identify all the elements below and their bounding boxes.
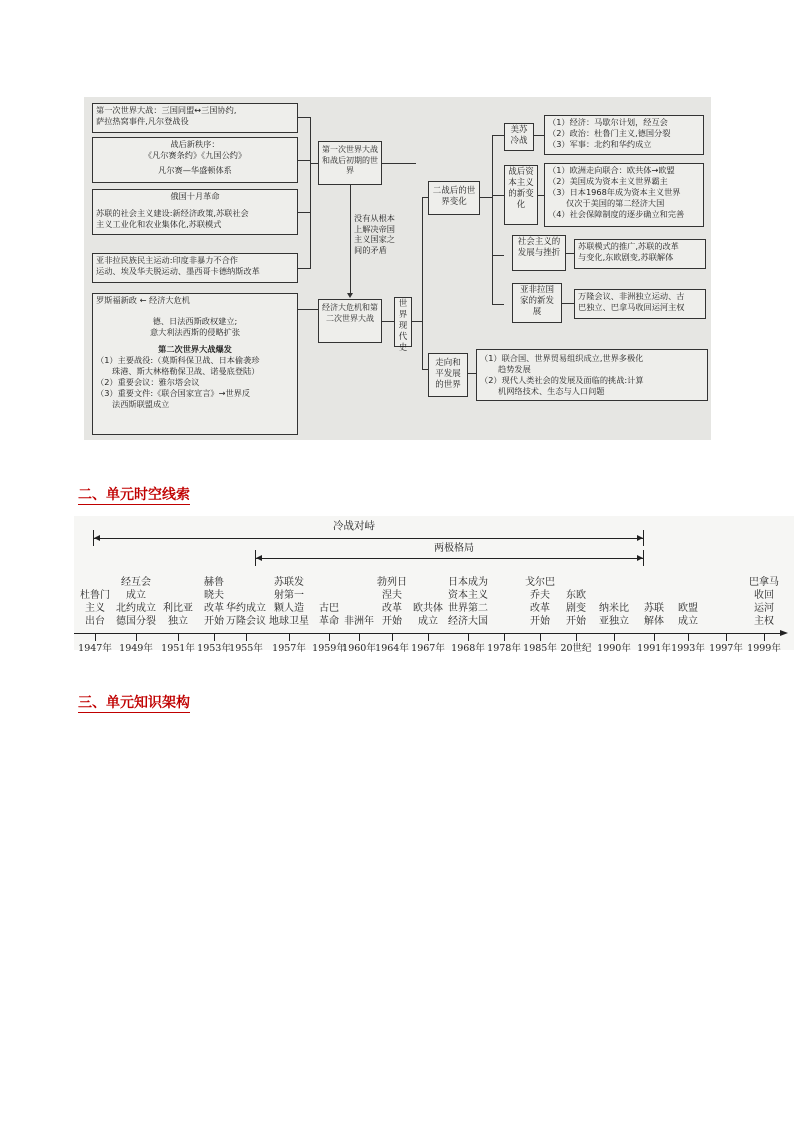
period1-box	[318, 141, 382, 185]
capitalism-box	[504, 165, 538, 225]
peace-details	[476, 349, 708, 401]
peace-box	[428, 353, 468, 397]
cold-war-economy: （1）经济：马歇尔计划，经互会	[548, 117, 668, 127]
cold-war-military: （3）军事：北约和华约成立	[548, 139, 652, 149]
october-revolution: 俄国十月革命	[170, 191, 220, 201]
ww2-battles-a: （1）主要战役:（莫斯科保卫战、日本偷袭珍	[96, 355, 260, 365]
ww2-document-b: 法西斯联盟成立	[112, 399, 170, 409]
postwar-world-text: 二战后的世界变化	[432, 186, 476, 207]
timeline-year: 1968年	[451, 643, 485, 654]
timeline-event-label: 苏联发 射第一 颗人造 地球卫星	[269, 577, 309, 627]
asia-text-b: 运动、埃及华夫脱运动、墨西哥卡德纳斯改革	[96, 266, 260, 276]
timeline-event-label: 戈尔巴 乔夫 改革 开始	[525, 577, 555, 627]
timeline-event-label: 欧盟 成立	[678, 603, 698, 627]
ww2-conference: （2）重要会议：雅尔塔会议	[96, 377, 200, 387]
contradiction-text: 没有从根本上解决帝国主义国家之间的矛盾	[354, 213, 395, 255]
asia-africa-movement-box	[92, 253, 298, 283]
socialism-text: 社会主义的发展与挫折	[517, 237, 561, 258]
ww2-outbreak: 第二次世界大战爆发	[158, 344, 232, 354]
timeline-event-label: 勃列日 涅夫 改革 开始	[377, 577, 407, 627]
timeline-year: 1985年	[523, 643, 557, 654]
socialism-a: 苏联模式的推广,苏联的改革	[578, 241, 679, 251]
timeline-year: 1953年	[197, 643, 231, 654]
section-heading-structure: 三、单元知识架构	[78, 695, 190, 711]
capitalism-4: （4）社会保障制度的逐步确立和完善	[548, 209, 685, 219]
timeline-event-label: 杜鲁门 主义 出台	[80, 590, 110, 627]
bipolar-span-label: 两极格局	[434, 543, 474, 554]
timeline-year: 1960年	[342, 643, 376, 654]
asia-text-a: 亚非拉民族民主运动:印度非暴力不合作	[96, 255, 238, 265]
crisis-ww2-box	[92, 293, 298, 435]
world-history-box	[394, 297, 412, 353]
socialism-details	[574, 239, 706, 269]
socialism-box	[512, 235, 566, 271]
capitalism-details	[544, 163, 704, 227]
capitalism-3b: 仅次于美国的第二经济大国	[566, 198, 665, 208]
ww1-text-b: 萨拉热窝事件,凡尔登战役	[96, 116, 189, 126]
timeline-year: 1999年	[747, 643, 781, 654]
cold-war-politics: （2）政治：杜鲁门主义,德国分裂	[548, 128, 671, 138]
cold-war-text: 美苏冷战	[510, 125, 528, 146]
cold-war-span-right-bar	[643, 530, 644, 546]
timeline-year: 1955年	[229, 643, 263, 654]
timeline-year: 1964年	[375, 643, 409, 654]
timeline-year: 1947年	[78, 643, 112, 654]
timeline-event-label: 纳米比 亚独立	[599, 603, 629, 627]
soviet-text-b: 主义工业化和农业集体化,苏联模式	[96, 219, 222, 229]
timeline-event-label: 日本成为 资本主义 世界第二 经济大国	[448, 577, 488, 627]
timeline-event-label: 苏联 解体	[644, 603, 664, 627]
capitalism-3a: （3）日本1968年成为资本主义世界	[548, 187, 681, 197]
timeline-year: 1959年	[312, 643, 346, 654]
cold-war-span-label: 冷战对峙	[333, 520, 375, 532]
timeline-event-label: 巴拿马 收回 运河 主权	[749, 577, 779, 627]
fascism-a: 德、日法西斯政权建立;	[152, 316, 238, 326]
economic-crisis: 经济大危机	[149, 295, 190, 305]
timeline-year: 1967年	[411, 643, 445, 654]
timeline-event-label: 利比亚 独立	[163, 603, 193, 627]
timeline-event-label: 经互会 成立 北约成立 德国分裂	[116, 577, 156, 627]
capitalism-text: 战后资本主义的新变化	[508, 167, 534, 210]
arrow-right-icon	[637, 555, 643, 561]
timeline-year: 1951年	[161, 643, 195, 654]
timeline-year: 1949年	[119, 643, 153, 654]
postwar-title: 战后新秩序：	[170, 139, 220, 149]
timeline-year: 1997年	[709, 643, 743, 654]
asia-africa-a: 万隆会议、非洲独立运动、古	[578, 291, 685, 301]
ww1-box	[92, 103, 298, 133]
ww2-document-a: （3）重要文件:《联合国家宣言》→世界反	[96, 388, 251, 398]
arrow-left-icon	[256, 555, 262, 561]
timeline	[74, 516, 794, 654]
timeline-year: 1993年	[671, 643, 705, 654]
timeline-year: 1978年	[487, 643, 521, 654]
timeline-event-label: 古巴 革命	[319, 603, 339, 627]
section-heading-timeline: 二、单元时空线索	[78, 487, 190, 503]
capitalism-1: （1）欧洲走向联合：欧共体→欧盟	[548, 165, 675, 175]
soviet-box	[92, 189, 298, 235]
timeline-year: 1990年	[597, 643, 631, 654]
knowledge-map-image	[84, 97, 711, 440]
postwar-order-box	[92, 137, 298, 183]
peace-1b: 趋势发展	[498, 364, 531, 374]
ww2-battles-b: 珠港、斯大林格勒保卫战、诺曼底登陆）	[112, 366, 260, 376]
arrow-right-icon	[637, 535, 643, 541]
asia-africa-details	[574, 289, 706, 319]
peace-2b: 机网络技术、生态与人口问题	[498, 386, 605, 396]
ww1-text: 第一次世界大战：三国同盟↔三国协约,	[96, 105, 237, 115]
timeline-event-label: 华约成立 万隆会议	[226, 603, 266, 627]
new-deal: 罗斯福新政	[96, 295, 137, 305]
timeline-event-label: 东欧 剧变 开始	[566, 590, 586, 627]
postwar-treaties: 《凡尔赛条约》《九国公约》	[143, 150, 247, 160]
arrow-left-icon: ←	[139, 295, 150, 305]
cold-war-box	[504, 123, 534, 151]
period2-text: 经济大危机和第二次世界大战	[322, 303, 378, 323]
period2-box	[318, 299, 382, 343]
world-history-text: 世界现代史	[398, 299, 408, 353]
timeline-event-label: 非洲年	[344, 616, 374, 627]
period1-text: 第一次世界大战和战后初期的世界	[322, 145, 378, 175]
bipolar-span-line	[256, 558, 644, 559]
peace-text: 走向和平发展的世界	[435, 358, 461, 390]
timeline-year: 1991年	[637, 643, 671, 654]
timeline-year: 1957年	[272, 643, 306, 654]
postwar-world-box	[428, 181, 480, 215]
timeline-year: 20世纪	[560, 643, 592, 654]
crisis-row	[96, 295, 294, 306]
asia-africa-text: 亚非拉国家的新发展	[519, 285, 554, 317]
postwar-system: 凡尔赛—华盛顿体系	[158, 165, 232, 175]
arrow-left-icon	[94, 535, 100, 541]
bipolar-span-right-bar	[643, 550, 644, 566]
fascism-b: 意大利法西斯的侵略扩张	[149, 327, 241, 337]
cold-war-span-line	[94, 538, 644, 539]
timeline-event-label: 赫鲁 晓夫 改革 开始	[204, 577, 224, 627]
peace-2a: （2）现代人类社会的发展及面临的挑战:计算	[480, 375, 644, 385]
asia-africa-b: 巴独立、巴拿马收回运河主权	[578, 302, 685, 312]
capitalism-2: （2）美国成为资本主义世界霸主	[548, 176, 668, 186]
soviet-text-a: 苏联的社会主义建设:新经济政策,苏联社会	[96, 208, 249, 218]
timeline-event-label: 欧共体 成立	[413, 603, 443, 627]
peace-1a: （1）联合国、世界贸易组织成立,世界多极化	[480, 353, 644, 363]
arrow-right-icon	[780, 630, 788, 636]
asia-africa-box	[512, 283, 562, 323]
cold-war-details	[544, 115, 704, 155]
socialism-b: 与变化,东欧剧变,苏联解体	[578, 252, 674, 262]
